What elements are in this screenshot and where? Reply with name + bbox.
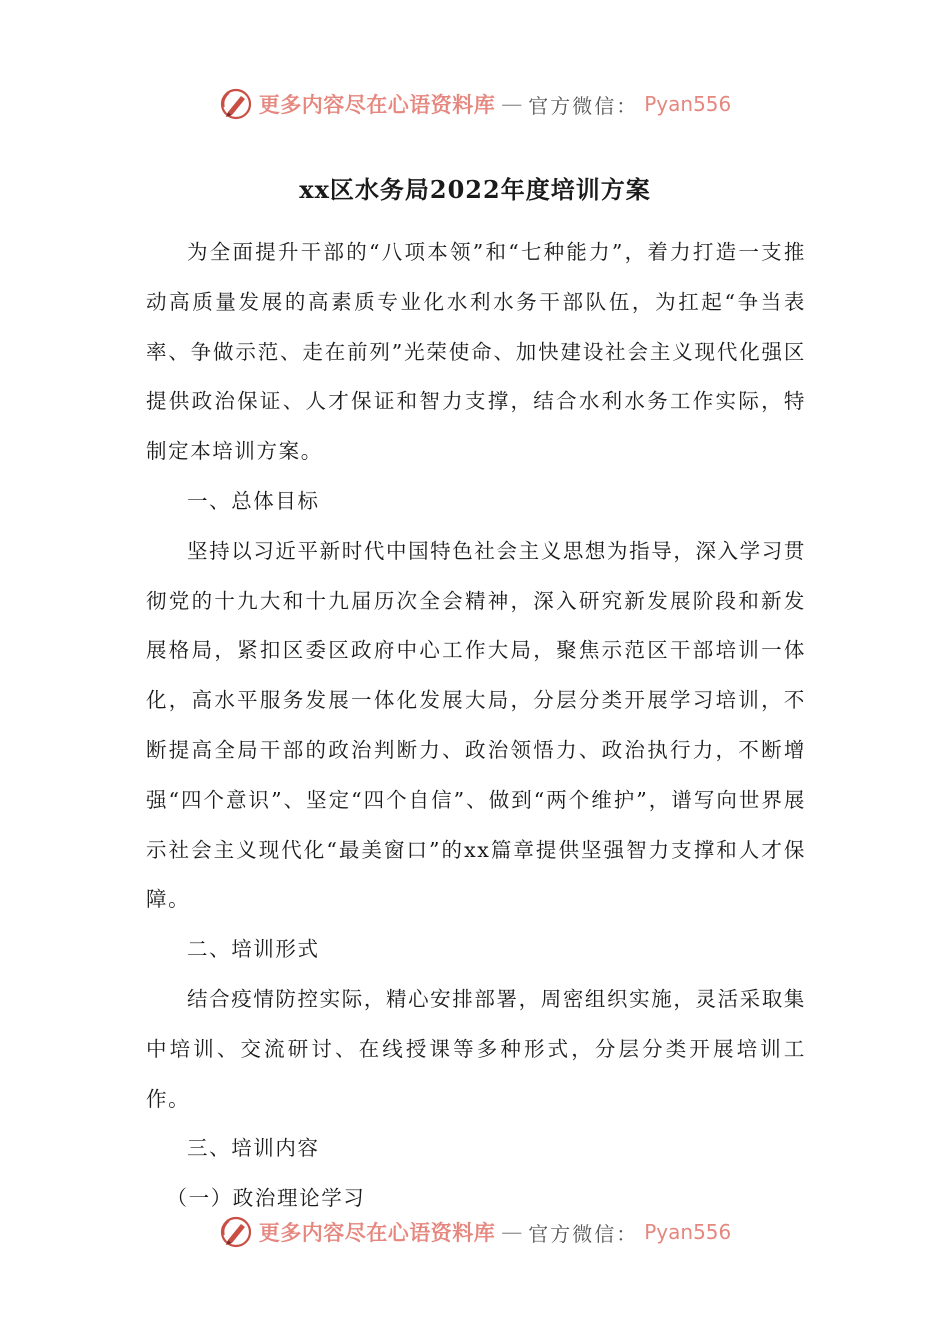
watermark-dash: — <box>501 92 523 116</box>
subsection-heading-political-theory: （一）政治理论学习 <box>166 1186 366 1211</box>
section-heading-training-format: 二、培训形式 <box>187 937 320 962</box>
watermark-promo-text: 更多内容尽在心语资料库 <box>258 92 496 117</box>
pen-logo-icon <box>219 1215 253 1249</box>
watermark-handle: Pyan556 <box>644 1220 732 1244</box>
pen-logo-icon <box>219 87 253 121</box>
watermark-handle: Pyan556 <box>644 92 732 116</box>
watermark-banner-top <box>0 84 950 124</box>
intro-paragraph: 为全面提升干部的“八项本领”和“七种能力”，着力打造一支推动高质量发展的高素质专业化水利水务干部队伍，为扛起“争当表率、争做示范、走在前列”光荣使命、加快建设社会主义现代化强区提供政治保证、人才保证和智力支撑，结合水利水务工作实际，特制定本培训方案。 <box>146 240 806 464</box>
overall-goal-paragraph: 坚持以习近平新时代中国特色社会主义思想为指导，深入学习贯彻党的十九大和十九届历次全会精神，深入研究新发展阶段和新发展格局，紧扣区委区政府中心工作大局，聚焦示范区干部培训一体化，高水平服务发展一体化发展大局，分层分类开展学习培训，不断提高全局干部的政治判断力、政治领悟力、政治执行力，不断增强“四个意识”、坚定“四个自信”、做到“两个维护”，谱写向世界展示社会主义现代化“最美窗口”的xx篇章提供坚强智力支撑和人才保障。 <box>146 538 806 912</box>
watermark-promo-text: 更多内容尽在心语资料库 <box>258 1220 496 1245</box>
watermark-banner-bottom <box>0 1212 950 1252</box>
watermark-dash: — <box>501 1220 523 1244</box>
section-heading-training-content: 三、培训内容 <box>187 1136 320 1161</box>
document-body <box>146 228 806 1224</box>
section-heading-overall-goal: 一、总体目标 <box>187 488 320 513</box>
document-title: xx区水务局2022年度培训方案 <box>299 175 651 204</box>
watermark-wechat-label: 官方微信： <box>528 1221 639 1246</box>
training-format-paragraph: 结合疫情防控实际，精心安排部署，周密组织实施，灵活采取集中培训、交流研讨、在线授课等多种形式，分层分类开展培训工作。 <box>146 986 806 1111</box>
watermark-wechat-label: 官方微信： <box>528 93 639 118</box>
